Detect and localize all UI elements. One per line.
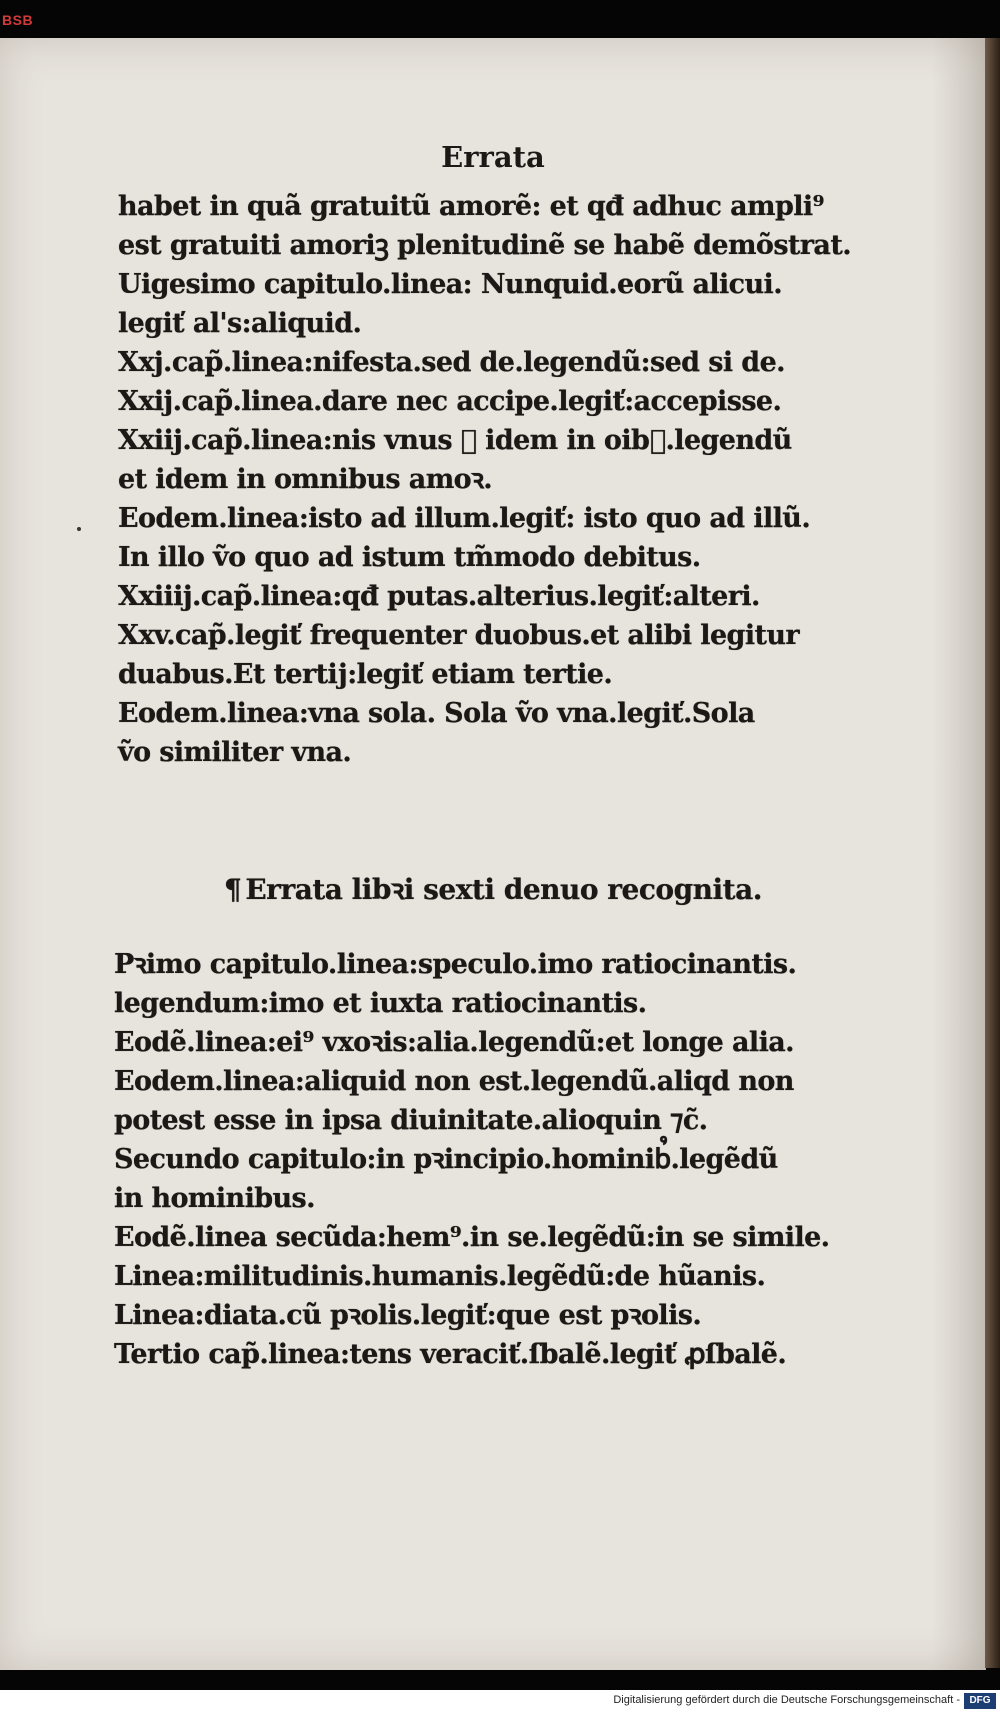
text-line: Uigesimo capitulo.linea: Nunquid.eorũ alicui. <box>118 269 783 300</box>
text-line: Xxv.cap̃.legiť frequenter duobus.et alibi legitur <box>118 620 800 651</box>
text-line: Xxj.cap̃.linea:nifesta.sed de.legendũ:sed si de. <box>118 347 785 378</box>
text-line: Linea:militudinis.humanis.legẽdũ:de hũanis. <box>114 1261 766 1292</box>
text-line: Linea:diata.cũ pꝛolis.legiť:que est pꝛolis. <box>114 1300 702 1331</box>
text-line: Eodẽ.linea secũda:hem⁹.in se.legẽdũ:in se simile. <box>114 1222 830 1253</box>
text-line: Xxiij.cap̃.linea:nis vnus ⁊ idem in oib᷒.legendũ <box>118 425 792 456</box>
page-edge <box>985 38 1000 1668</box>
text-line: legiť al's:aliquid. <box>118 308 362 339</box>
text-line: Secundo capitulo:in pꝛincipio.hominib᷒.legẽdũ <box>114 1144 778 1175</box>
ink-dot <box>77 527 81 531</box>
text-line: Eodem.linea:aliquid non est.legendũ.aliqd non <box>114 1066 794 1097</box>
text-line: in hominibus. <box>114 1183 315 1214</box>
text-line: legendum:imo et iuxta ratiocinantis. <box>114 988 647 1019</box>
dfg-logo: DFG <box>964 1693 996 1709</box>
errata-block-1 <box>118 187 908 772</box>
text-line: duabus.Et tertĳ:legiť etiam tertie. <box>118 659 613 690</box>
text-line: Tertio cap̃.linea:tens veraciť.ſbalẽ.legiť ꝓſbalẽ. <box>114 1339 787 1370</box>
footer-bar <box>0 1690 1000 1714</box>
text-line: habet in quã gratuitũ amorẽ: et qđ adhuc ampli⁹ <box>118 191 824 222</box>
bsb-logo: BSB <box>2 12 34 28</box>
running-head: Errata <box>441 140 545 174</box>
text-line: Eodẽ.linea:ei⁹ vxoꝛis:alia.legendũ:et longe alia. <box>114 1027 794 1058</box>
text-line: est gratuiti amoriꝫ plenitudinẽ se habẽ demõstrat. <box>118 230 851 261</box>
funding-notice: Digitalisierung gefördert durch die Deutsche Forschungsgemeinschaft - <box>613 1694 960 1706</box>
text-line: ṽo similiter vna. <box>118 737 352 768</box>
section-heading <box>0 870 986 908</box>
text-line: Eodem.linea:vna sola. Sola ṽo vna.legiť.Sola <box>118 698 755 729</box>
text-line: Xxij.cap̃.linea.dare nec accipe.legiť:accepisse. <box>118 386 782 417</box>
text-line: et idem in omnibus amoꝛ. <box>118 464 493 495</box>
text-line: Xxiiij.cap̃.linea:qđ putas.alterius.legiť:alteri. <box>118 581 760 612</box>
text-line: potest esse in ipsa diuinitate.alioquin ⁊c̃. <box>114 1105 708 1136</box>
scanned-page <box>0 38 986 1670</box>
text-line: Pꝛimo capitulo.linea:speculo.imo ratiocinantis. <box>114 949 797 980</box>
section-heading-text: Errata libꝛi sexti denuo recognita. <box>245 873 762 906</box>
pilcrow-icon: ¶ <box>224 873 242 906</box>
errata-block-2 <box>114 945 908 1374</box>
text-line: In illo ṽo quo ad istum tm̃modo debitus. <box>118 542 701 573</box>
text-line: Eodem.linea:isto ad illum.legiť: isto quo ad illũ. <box>118 503 811 534</box>
